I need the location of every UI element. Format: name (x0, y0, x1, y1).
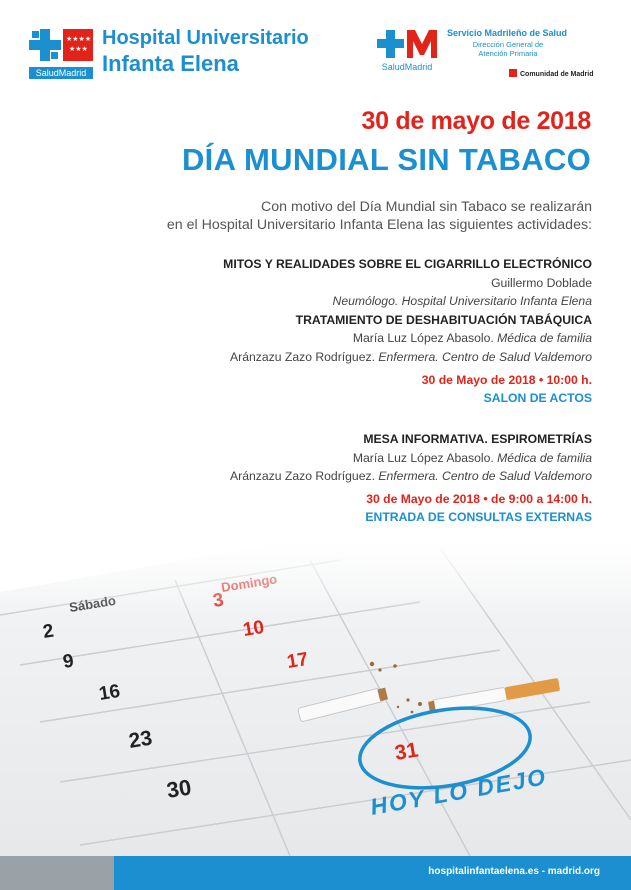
service-subtitle: Dirección General de Atención Primaria (472, 40, 544, 58)
comunidad-flag-icon (509, 69, 517, 77)
hospital-name-line2: Infanta Elena (102, 51, 239, 76)
speaker-line: Aránzazu Zazo Rodríguez. Enfermera. Centro de Salud Valdemoro (230, 349, 592, 364)
activity-block-1 (223, 255, 592, 408)
intro-paragraph: Con motivo del Día Mundial sin Tabaco se realizarán en el Hospital Universitario Infanta Elena las siguientes actividades: (166, 199, 592, 233)
activity-where: SALON DE ACTOS (483, 391, 592, 406)
hospital-logo (29, 24, 329, 84)
speaker-line: María Luz López Abasolo. Médica de familia (352, 331, 592, 346)
calendar-illustration (0, 540, 631, 856)
svg-text:★★★: ★★★ (69, 45, 88, 53)
footer-links[interactable]: hospitalinfantaelena.es - madrid.org (428, 866, 600, 877)
svg-text:★★★★: ★★★★ (66, 35, 92, 43)
hospital-name-line1: Hospital Universitario (102, 27, 309, 49)
activity-title: MESA INFORMATIVA. ESPIROMETRÍAS (363, 432, 592, 446)
speaker-role: Neumólogo. Hospital Universitario Infanta Elena (332, 294, 592, 309)
salud-madrid-label-right: SaludMadrid (381, 62, 433, 72)
event-main-title: DÍA MUNDIAL SIN TABACO (181, 142, 591, 177)
activity-title: MITOS Y REALIDADES SOBRE EL CIGARRILLO ELECTRÓNICO (223, 257, 592, 271)
speaker-line: Aránzazu Zazo Rodríguez. Enfermera. Centro de Salud Valdemoro (230, 469, 592, 484)
activity-block-2 (230, 430, 592, 527)
salud-madrid-label: SaludMadrid (29, 67, 93, 79)
comunidad-de-madrid: Comunidad de Madrid (509, 69, 594, 78)
servicio-madrileno-logo (377, 25, 607, 85)
footer-gray-bar (0, 856, 114, 890)
activity-when: 30 de Mayo de 2018 • de 9:00 a 14:00 h. (366, 491, 592, 506)
activity-where: ENTRADA DE CONSULTAS EXTERNAS (365, 510, 592, 525)
service-title: Servicio Madrileño de Salud (447, 28, 568, 38)
activity-when: 30 de Mayo de 2018 • 10:00 h. (421, 372, 592, 387)
salud-madrid-m-icon (377, 28, 437, 62)
activity-title: TRATAMIENTO DE DESHABITUACIÓN TABÁQUICA (295, 312, 592, 327)
salud-madrid-logo-icon (29, 27, 93, 63)
speaker-name: Guillermo Doblade (491, 275, 592, 290)
speaker-line: María Luz López Abasolo. Médica de familia (352, 450, 592, 465)
event-date-title: 30 de mayo de 2018 (361, 107, 591, 135)
